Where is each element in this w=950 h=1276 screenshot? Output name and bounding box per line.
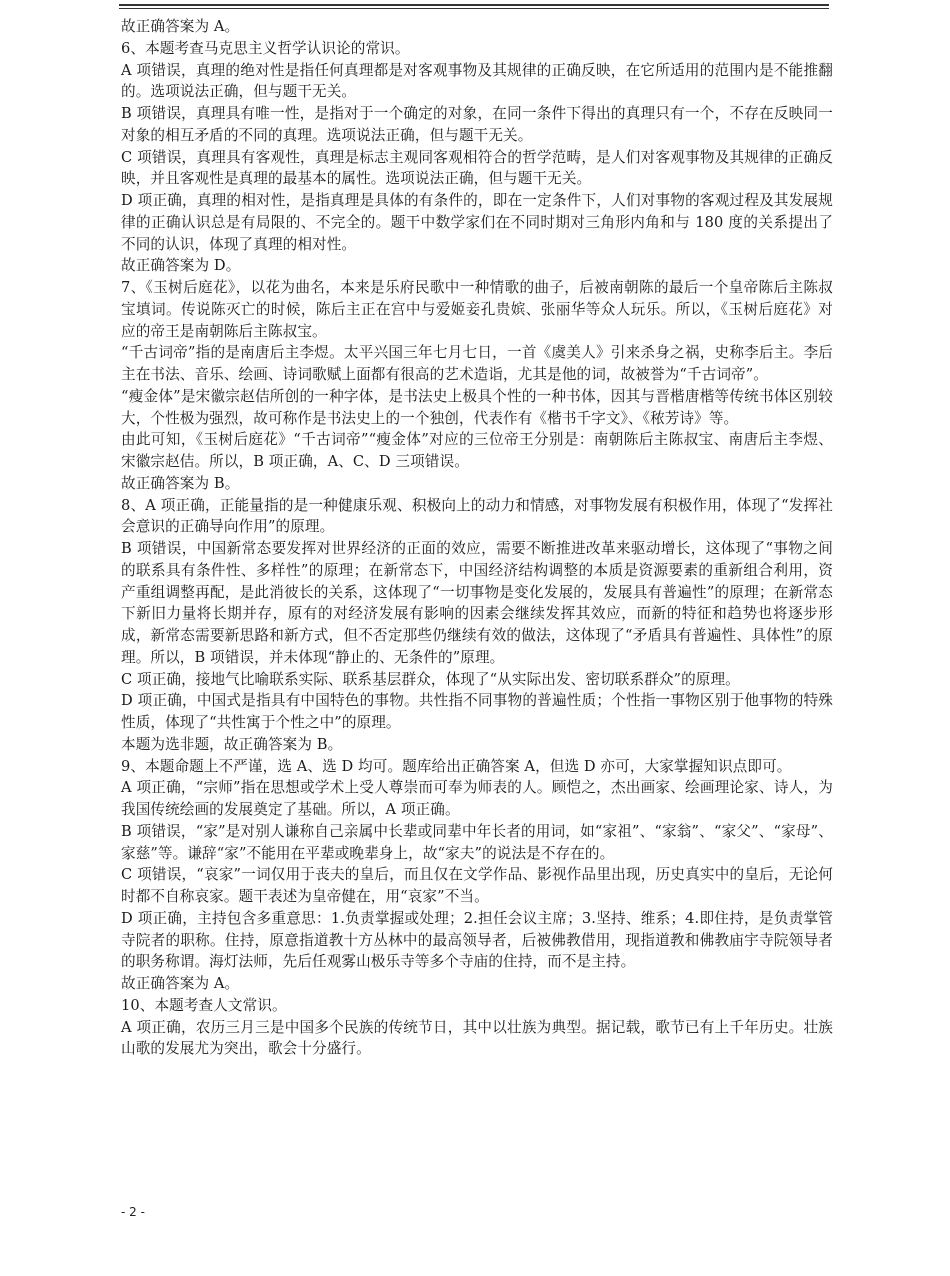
paragraph: B 项错误，真理具有唯一性，是指对于一个确定的对象，在同一条件下得出的真理只有一个，不存在反映同一对象的相互矛盾的不同的真理。选项说法正确，但与题干无关。	[121, 105, 833, 144]
paragraph: “瘦金体”是宋徽宗赵佶所创的一种字体，是书法史上极具个性的一种书体，因其与晋楷唐楷等传统书体区别较大，个性极为强烈，故可称作是书法史上的一个独创，代表作有《楷书千字文》、《秾芳诗》等。	[121, 387, 833, 427]
paragraph: 9、本题命题上不严谨，选 A、选 D 均可。题库给出正确答案 A，但选 D 亦可，大家掌握知识点即可。	[121, 757, 792, 775]
paragraph: C 项错误，“哀家”一词仅用于丧夫的皇后，而且仅在文学作品、影视作品里出现，历史真实中的皇后，无论何时都不自称哀家。题干表述为皇帝健在，用“哀家”不当。	[121, 866, 833, 905]
paragraph: “千古词帝”指的是南唐后主李煜。太平兴国三年七月七日，一首《虞美人》引来杀身之祸，史称李后主。李后主在书法、音乐、绘画、诗词歌赋上面都有很高的艺术造诣，尤其是他的词，故被誉为“千古词帝”。	[121, 344, 833, 383]
page-number: - 2 -	[121, 1205, 145, 1219]
paragraph: 本题为选非题，故正确答案为 B。	[121, 735, 343, 753]
paragraph: 8、A 项正确，正能量指的是一种健康乐观、积极向上的动力和情感，对事物发展有积极作用，体现了“发挥社会意识的正确导向作用”的原理。	[121, 496, 833, 536]
paragraph: 10、本题考查人文常识。	[121, 996, 287, 1014]
paragraph: D 项正确，中国式是指具有中国特色的事物。共性指不同事物的普遍性质；个性指一事物区别于他事物的特殊性质，体现了“共性寓于个性之中”的原理。	[121, 692, 833, 731]
paragraph: 由此可知，《玉树后庭花》“千古词帝”“瘦金体”对应的三位帝王分别是：南朝陈后主陈叔宝、南唐后主李煜、宋徽宗赵佶。所以，B 项正确，A、C、D 三项错误。	[121, 431, 833, 470]
paragraph: 故正确答案为 A。	[121, 975, 240, 992]
paragraph: B 项错误，“家”是对别人谦称自己亲属中长辈或同辈中年长者的用词，如“家祖”、“家翁”、“家父”、“家母”、家慈”等。谦辞“家”不能用在平辈或晚辈身上，故“家夫”的说法是不存在的。	[121, 822, 833, 862]
paragraph: A 项正确，农历三月三是中国多个民族的传统节日，其中以壮族为典型。据记载，歌节已有上千年历史。壮族山歌的发展尤为突出，歌会十分盛行。	[121, 1018, 833, 1058]
paragraph: 6、本题考查马克思主义哲学认识论的常识。	[121, 39, 410, 57]
paragraph: 故正确答案为 D。	[121, 257, 241, 275]
paragraph: A 项错误，真理的绝对性是指任何真理都是对客观事物及其规律的正确反映，在它所适用的范围内是不能推翻的。选项说法正确，但与题干无关。	[121, 61, 833, 101]
paragraph: 故正确答案为 A。	[121, 18, 240, 35]
header-rule	[119, 4, 829, 6]
paragraph: 故正确答案为 B。	[121, 474, 240, 492]
paragraph: D 项正确，主持包含多重意思：1.负责掌握或处理；2.担任会议主席；3.坚持、维系；4.即住持，是负责掌管寺院者的职称。住持，原意指道教十方丛林中的最高领导者，后被佛教借用，现指道教和佛教庙宇寺院领导者的职务称谓。海灯法师，先后任观雾山极乐寺等多个寺庙的住持，而不是主持。	[121, 909, 833, 971]
paragraph: C 项错误，真理具有客观性，真理是标志主观同客观相符合的哲学范畴，是人们对客观事物及其规律的正确反映，并且客观性是真理的最基本的属性。选项说法正确，但与题干无关。	[121, 148, 833, 188]
document-body	[121, 16, 833, 1060]
paragraph: A 项正确，“宗师”指在思想或学术上受人尊崇而可奉为师表的人。顾恺之，杰出画家、绘画理论家、诗人，为我国传统绘画的发展奠定了基础。所以，A 项正确。	[121, 779, 833, 818]
paragraph: B 项错误，中国新常态要发挥对世界经济的正面的效应，需要不断推进改革来驱动增长，这体现了“事物之间的联系具有条件性、多样性”的原理；在新常态下，中国经济结构调整的本质是资源要素的重新组合利用，资产重组调整再配，是此消彼长的关系，这体现了“一切事物是变化发展的，发展具有普遍性”的原理；在新常态下新旧力量将长期并存，原有的对经济发展有影响的因素会继续发挥其效应，而新的特征和趋势也将逐步形成，新常态需要新思路和新方式，但不否定那些仍继续有效的做法，这体现了“矛盾具有普遍性、具体性”的原理。所以，B 项错误，并未体现“静止的、无条件的”原理。	[121, 540, 833, 666]
paragraph: C 项正确，接地气比喻联系实际、联系基层群众，体现了“从实际出发、密切联系群众”的原理。	[121, 670, 740, 688]
paragraph: D 项正确，真理的相对性，是指真理是具体的有条件的，即在一定条件下，人们对事物的客观过程及其发展规律的正确认识总是有局限的、不完全的。题干中数学家们在不同时期对三角形内角和与 180 度的关系提出了不同的认识，体现了真理的相对性。	[121, 192, 833, 253]
paragraph: 7、《玉树后庭花》，以花为曲名，本来是乐府民歌中一种情歌的曲子，后被南朝陈的最后一个皇帝陈后主陈叔宝填词。传说陈灭亡的时候，陈后主正在宫中与爱姬妾孔贵嫔、张丽华等众人玩乐。所以，《玉树后庭花》对应的帝王是南朝陈后主陈叔宝。	[121, 279, 833, 340]
header-rule-thin	[119, 8, 829, 9]
